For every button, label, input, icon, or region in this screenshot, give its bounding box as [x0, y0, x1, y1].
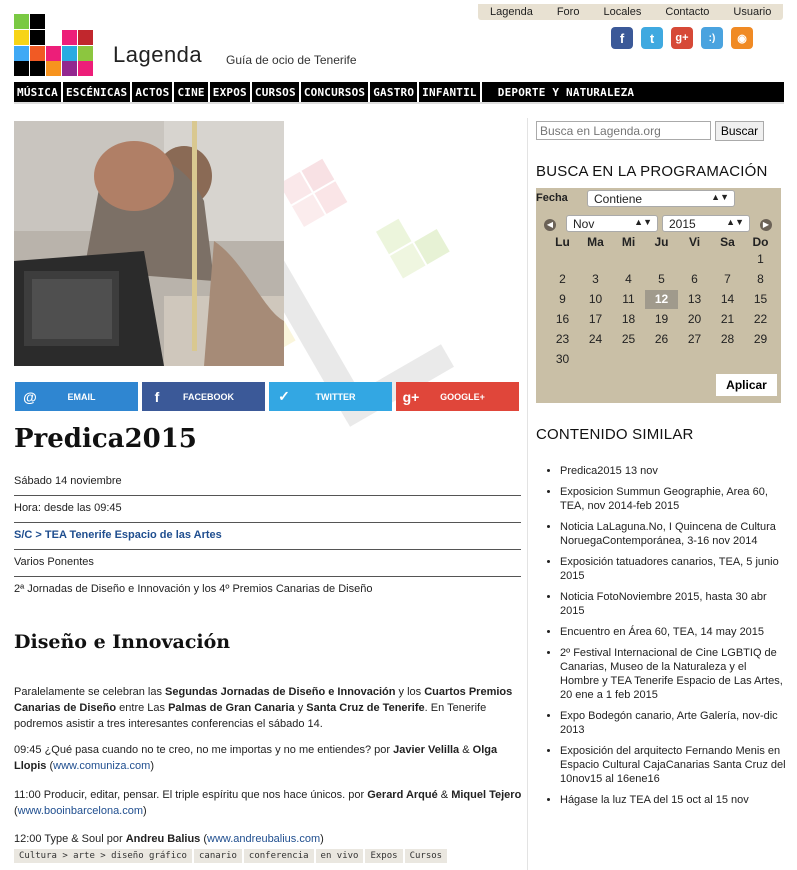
cat-actos[interactable]: ACTOS: [132, 82, 174, 102]
twitter-icon: ✓: [278, 388, 290, 404]
cat-expos[interactable]: EXPOS: [210, 82, 252, 102]
event-date: Sábado 14 noviembre: [14, 475, 521, 496]
calendar-day[interactable]: 18: [621, 312, 636, 326]
similar-list: [546, 464, 786, 814]
similar-item[interactable]: • Exposición tatuadores canarios, TEA, 5 junio 2015: [560, 555, 786, 583]
calendar-day[interactable]: 12: [645, 290, 678, 309]
calendar-day[interactable]: 30: [555, 352, 570, 366]
topnav-usuario[interactable]: Usuario: [733, 6, 772, 18]
event-photo[interactable]: [14, 121, 284, 366]
calendar-day[interactable]: 26: [654, 332, 669, 346]
weekday-header: Mi: [621, 235, 636, 249]
calendar-day[interactable]: 11: [622, 292, 635, 306]
column-divider: [527, 118, 528, 870]
calendar-day[interactable]: 21: [720, 312, 735, 326]
topnav-lagenda[interactable]: Lagenda: [490, 6, 533, 18]
calendar-day[interactable]: 29: [753, 332, 768, 346]
topnav-contacto[interactable]: Contacto: [665, 6, 710, 18]
calendar-day[interactable]: 16: [555, 312, 570, 326]
social-links: [611, 27, 753, 49]
site-header: [0, 0, 797, 80]
prev-month-icon[interactable]: ◀: [544, 219, 556, 231]
calendar-day[interactable]: 20: [687, 312, 702, 326]
search-input[interactable]: [536, 121, 711, 140]
email-icon: @: [23, 388, 37, 405]
rss-icon[interactable]: ◉: [731, 27, 753, 49]
weekday-header: Sa: [720, 235, 735, 249]
location-venue-link[interactable]: TEA Tenerife Espacio de las Artes: [44, 529, 222, 541]
weekday-header: Vi: [688, 235, 701, 249]
calendar-widget: [536, 188, 781, 403]
similar-item[interactable]: • Predica2015 13 nov: [560, 464, 786, 478]
tag-item[interactable]: conferencia: [244, 849, 314, 863]
cat-concursos[interactable]: CONCURSOS: [301, 82, 370, 102]
calendar-day[interactable]: 5: [658, 272, 665, 286]
site-brand[interactable]: Lagenda: [113, 42, 203, 67]
tag-item[interactable]: Cultura > arte > diseño gráfico: [14, 849, 192, 863]
paragraph-talk-1: 09:45 ¿Qué pasa cuando no te creo, no me importas y no me entiendes? por Javier Velilla & Olga Llopis (www.comuniza.com): [14, 744, 498, 772]
calendar-day[interactable]: 3: [592, 272, 599, 286]
similar-item[interactable]: • Exposicion Summun Geographie, Area 60, TEA, nov 2014-feb 2015: [560, 485, 786, 513]
programacion-heading: BUSCA EN LA PROGRAMACIÓN: [536, 163, 768, 180]
fecha-filter-select[interactable]: Contiene ▲▼: [587, 190, 735, 207]
similar-item[interactable]: • Noticia FotoNoviembre 2015, hasta 30 abr 2015: [560, 590, 786, 618]
calendar-day[interactable]: 1: [757, 252, 764, 266]
calendar-day[interactable]: 24: [588, 332, 603, 346]
paragraph-intro: Paralelamente se celebran las Segundas Jornadas de Diseño e Innovación y los Cuartos Premios Canarias de Diseño entre Las Palmas de Gran Canaria y Santa Cruz de Tenerife. En Tenerife podremos asistir a tres interesantes conferencias el sábado 14.: [14, 686, 513, 730]
weekday-header: Lu: [555, 235, 570, 249]
similar-item[interactable]: • Exposición del arquitecto Fernando Menis en Espacio Cultural CajaCanarias Santa Cruz del 10nov15 al 16ene16: [560, 744, 786, 786]
tag-item[interactable]: Cursos: [405, 849, 448, 863]
facebook-icon: f: [154, 388, 160, 405]
similar-item[interactable]: • Expo Bodegón canario, Arte Galería, nov-dic 2013: [560, 709, 786, 737]
share-twitter-button[interactable]: ✓ TWITTER: [269, 382, 392, 411]
select-arrow-icon: ▲▼: [634, 217, 652, 227]
tag-item[interactable]: canario: [194, 849, 242, 863]
tag-list: [14, 849, 447, 863]
calendar-day[interactable]: 2: [559, 272, 566, 286]
weekday-header: Ma: [587, 235, 604, 249]
top-nav: [478, 4, 783, 20]
calendar-day[interactable]: 13: [687, 292, 702, 306]
calendar-day[interactable]: 27: [687, 332, 702, 346]
calendar-day[interactable]: 25: [621, 332, 636, 346]
cat-escenicas[interactable]: ESCÉNICAS: [63, 82, 132, 102]
tag-item[interactable]: Expos: [365, 849, 402, 863]
cat-infantil[interactable]: INFANTIL: [419, 82, 482, 102]
calendar-day[interactable]: 15: [753, 292, 768, 306]
calendar-day[interactable]: 4: [625, 272, 632, 286]
link-comuniza[interactable]: www.comuniza.com: [53, 760, 151, 772]
similar-item[interactable]: • Encuentro en Área 60, TEA, 14 may 2015: [560, 625, 786, 639]
calendar-day[interactable]: 19: [654, 312, 669, 326]
similar-heading: CONTENIDO SIMILAR: [536, 426, 694, 443]
event-location: S/C > TEA Tenerife Espacio de las Artes: [14, 529, 521, 550]
paragraph-talk-2: 11:00 Producir, editar, pensar. El triple espíritu que nos hace únicos. por Gerard Arqué & Miquel Tejero (www.booinbarcelona.com): [14, 789, 522, 817]
podcast-icon[interactable]: :): [701, 27, 723, 49]
similar-item[interactable]: • 2º Festival Internacional de Cine LGBTIQ de Canarias, Museo de la Naturaleza y el Hombre y TEA Tenerife Espacio de Las Artes, 20 ene a 1 feb 2015: [560, 646, 786, 702]
googleplus-icon[interactable]: g+: [671, 27, 693, 49]
select-arrow-icon: ▲▼: [711, 192, 729, 202]
tag-item[interactable]: en vivo: [316, 849, 364, 863]
year-select[interactable]: 2015 ▲▼: [662, 215, 750, 232]
paragraph-talk-3: 12:00 Type & Soul por Andreu Balius (www.andreubalius.com): [14, 833, 324, 845]
lagenda-logo[interactable]: [14, 14, 98, 76]
event-time: Hora: desde las 09:45: [14, 502, 521, 523]
link-andreubalius[interactable]: www.andreubalius.com: [207, 833, 321, 845]
search-button[interactable]: Buscar: [715, 121, 764, 141]
similar-item[interactable]: • Noticia LaLaguna.No, I Quincena de Cultura NoruegaContemporánea, 3-16 nov 2014: [560, 520, 786, 548]
calendar-day[interactable]: 22: [753, 312, 768, 326]
calendar-day[interactable]: 23: [555, 332, 570, 346]
cat-cursos[interactable]: CURSOS: [252, 82, 301, 102]
select-arrow-icon: ▲▼: [726, 217, 744, 227]
calendar-day[interactable]: 6: [691, 272, 698, 286]
calendar-day[interactable]: 14: [720, 292, 735, 306]
section-subtitle: Diseño e Innovación: [14, 631, 231, 653]
apply-button[interactable]: Aplicar: [716, 374, 777, 396]
twitter-icon[interactable]: t: [641, 27, 663, 49]
cat-deporte[interactable]: DEPORTE Y NATURALEZA: [497, 86, 635, 99]
month-select[interactable]: Nov ▲▼: [566, 215, 658, 232]
weekday-header: Ju: [654, 235, 669, 249]
cat-musica[interactable]: MÚSICA: [14, 82, 63, 102]
calendar-day[interactable]: 7: [724, 272, 731, 286]
link-booinbarcelona[interactable]: www.booinbarcelona.com: [17, 805, 144, 817]
share-bar: [15, 382, 519, 411]
topnav-foro[interactable]: Foro: [556, 6, 580, 18]
cat-cine[interactable]: CINE: [174, 82, 209, 102]
calendar-day[interactable]: 17: [588, 312, 603, 326]
fecha-label: Fecha: [536, 192, 568, 204]
share-email-button[interactable]: @ EMAIL: [15, 382, 138, 411]
similar-item[interactable]: • Hágase la luz TEA del 15 oct al 15 nov: [560, 793, 786, 807]
location-city-link[interactable]: S/C: [14, 529, 33, 541]
weekday-header: Do: [752, 235, 769, 249]
topnav-locales[interactable]: Locales: [603, 6, 642, 18]
calendar-day[interactable]: 8: [757, 272, 764, 286]
next-month-icon[interactable]: ▶: [760, 219, 772, 231]
calendar-day[interactable]: 10: [588, 292, 603, 306]
category-nav: [14, 80, 784, 102]
nav-divider: [14, 102, 784, 104]
share-facebook-button[interactable]: f FACEBOOK: [142, 382, 265, 411]
calendar-day[interactable]: 9: [559, 292, 566, 306]
facebook-icon[interactable]: f: [611, 27, 633, 49]
site-tagline: Guía de ocio de Tenerife: [226, 53, 357, 67]
share-googleplus-button[interactable]: g+ GOOGLE+: [396, 382, 519, 411]
event-summary: 2ª Jornadas de Diseño e Innovación y los 4º Premios Canarias de Diseño: [14, 583, 373, 595]
calendar-day[interactable]: 28: [720, 332, 735, 346]
event-speakers: Varios Ponentes: [14, 556, 521, 577]
cat-gastro[interactable]: GASTRO: [370, 82, 419, 102]
googleplus-icon: g+: [402, 388, 420, 405]
event-title: Predica2015: [14, 424, 197, 454]
